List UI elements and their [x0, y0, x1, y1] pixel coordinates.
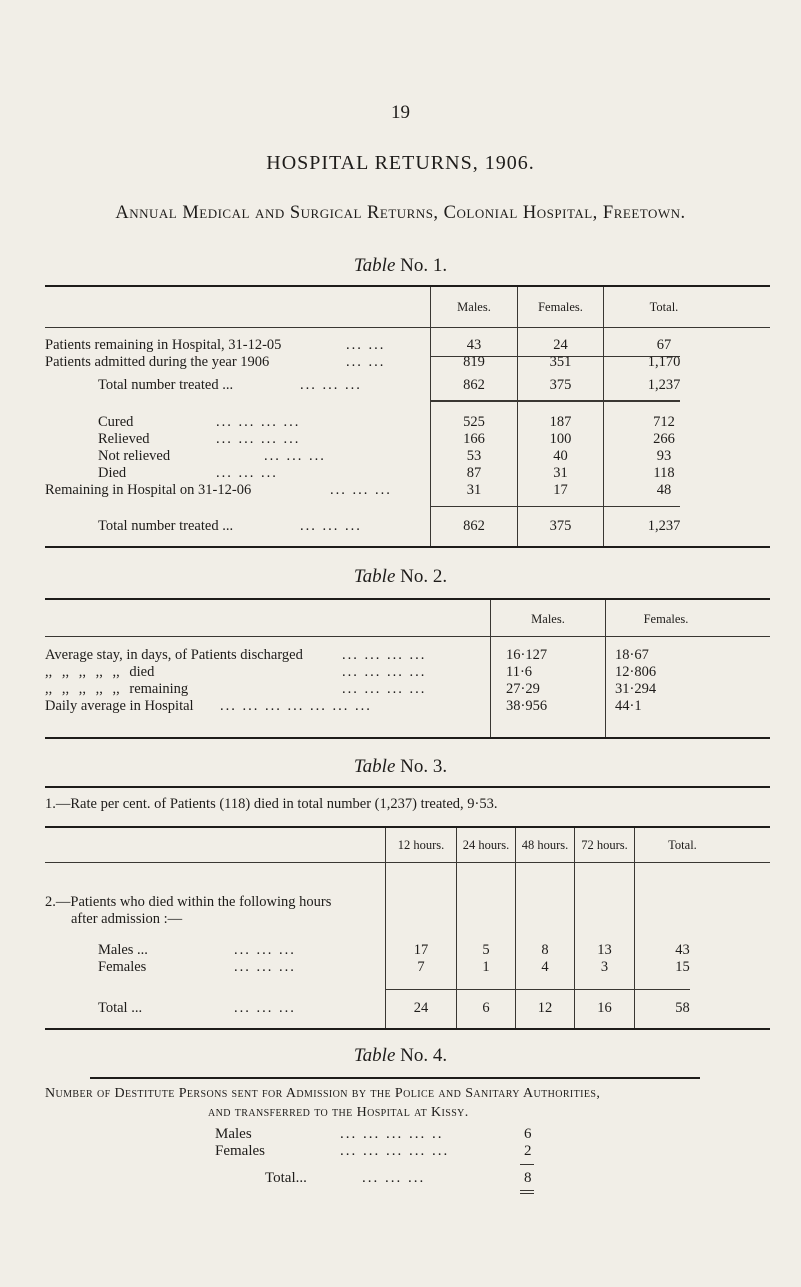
page-title: HOSPITAL RETURNS, 1906.	[266, 152, 535, 174]
table1-row-leader: ... ... ...	[300, 518, 362, 534]
table1-header-females: Females.	[538, 300, 583, 314]
table2-row-leader: ... ... ... ...	[342, 664, 427, 680]
table1-cell: 1,170	[647, 354, 681, 370]
table3-cell: 13	[597, 942, 612, 958]
table2-cell: 31·294	[615, 681, 657, 697]
table1-cell: 118	[653, 465, 675, 481]
table3-cell: 3	[600, 959, 609, 975]
table1-cell: 93	[656, 448, 672, 464]
table3-cell: 17	[413, 942, 429, 958]
table1-row-leader: ... ... ... ...	[216, 414, 301, 430]
table3-col-divider	[515, 828, 516, 1028]
table4-row-label: Females	[215, 1143, 265, 1159]
table1-header-total: Total.	[649, 300, 679, 314]
table2-row-label: ,, ,, ,, ,, ,, remaining	[45, 681, 189, 697]
table2-bottom-rule	[45, 737, 770, 739]
table4-caption-number: No. 4.	[400, 1045, 448, 1066]
table2-caption-number: No. 2.	[400, 566, 448, 587]
table3-header-rule	[45, 862, 770, 863]
table3-col-divider	[634, 828, 635, 1028]
table2-header-rule	[45, 636, 770, 637]
table1-row-label: Patients remaining in Hospital, 31-12-05	[45, 337, 282, 353]
table1-row-leader: ... ... ...	[300, 377, 362, 393]
table4-total-leader: ... ... ...	[362, 1170, 426, 1186]
table1-row-label: Cured	[98, 414, 134, 430]
table2-row-label: Average stay, in days, of Patients discharged	[45, 647, 303, 663]
table3-header-total: Total.	[668, 838, 697, 852]
table3-col-divider	[456, 828, 457, 1028]
table1-cell: 100	[549, 431, 572, 447]
table3-cell: 8	[541, 942, 549, 958]
table4-double-rule	[520, 1190, 534, 1191]
table1-row-label: Total number treated ...	[98, 377, 234, 393]
table3-cell: 16	[597, 1000, 612, 1016]
table4-cell: 6	[524, 1126, 532, 1142]
table2-header-females: Females.	[643, 612, 689, 626]
table3-col-divider	[574, 828, 575, 1028]
table4-total-label: Total...	[265, 1170, 307, 1186]
table4-heading: and transferred to the Hospital at Kissy.	[208, 1105, 469, 1120]
table2-header-males: Males.	[531, 612, 565, 626]
table1-cell: 862	[463, 518, 485, 534]
table1-cell: 1,237	[647, 377, 681, 393]
table2-row-leader: ... ... ... ...	[342, 647, 427, 663]
table3-col-divider	[385, 828, 386, 1028]
table4-caption	[0, 1045, 801, 1067]
table1-caption-word: Table	[353, 255, 396, 276]
table2-cell: 16·127	[506, 647, 548, 663]
table1-cell: 43	[466, 337, 482, 353]
table4-heading: Number of Destitute Persons sent for Admission by the Police and Sanitary Authorities,	[45, 1086, 601, 1101]
table3-caption-rule	[45, 786, 770, 788]
table3-cell: 4	[541, 959, 549, 975]
table3-header-12h: 12 hours.	[397, 838, 445, 852]
table1-cell: 17	[553, 482, 568, 498]
table1-row-label: Remaining in Hospital on 31-12-06	[45, 482, 252, 498]
table1-caption-number: No. 1.	[400, 255, 448, 276]
table1-cell: 31	[466, 482, 482, 498]
table4-cell: 2	[524, 1143, 532, 1159]
table1-row-leader: ... ...	[346, 354, 386, 370]
table1-cell: 351	[549, 354, 572, 370]
table1-cell: 819	[463, 354, 485, 370]
table2-cell: 27·29	[506, 681, 540, 697]
table1-bottom-rule	[45, 546, 770, 548]
table4-caption-word: Table	[353, 1045, 396, 1066]
table1-row-label: Total number treated ...	[98, 518, 234, 534]
table3-rate-line: 1.—Rate per cent. of Patients (118) died in total number (1,237) treated, 9·53.	[45, 796, 498, 812]
table1-cell: 166	[463, 431, 485, 447]
table1-header-males: Males.	[457, 300, 491, 314]
table2-cell: 44·1	[615, 698, 642, 714]
table2-cell: 11·6	[506, 664, 533, 680]
table3-cell: 5	[482, 942, 490, 958]
table2-row-label: ,, ,, ,, ,, ,, died	[45, 664, 155, 680]
table1-cell: 87	[466, 465, 482, 481]
table2-caption-word: Table	[353, 566, 396, 587]
table3-header-24h: 24 hours.	[462, 838, 510, 852]
table2-caption	[0, 566, 801, 588]
table1-sum-rule	[430, 506, 680, 507]
table2-row-leader: ... ... ... ... ... ... ...	[220, 698, 372, 714]
table3-row-leader: ... ... ...	[234, 942, 296, 958]
table1-cell: 375	[549, 377, 572, 393]
table3-row-label: Total ...	[98, 1000, 143, 1016]
table1-cell: 67	[656, 337, 672, 353]
table2-cell: 18·67	[615, 647, 649, 663]
table1-row-leader: ... ... ...	[216, 465, 278, 481]
table3-row-label: Males ...	[98, 942, 148, 958]
table1-sum-rule	[430, 400, 680, 402]
table3-cell: 15	[675, 959, 690, 975]
table3-section-heading: after admission :—	[71, 911, 183, 927]
table1-row-leader: ... ... ... ...	[216, 431, 301, 447]
table3-row-label: Females	[98, 959, 147, 975]
table2-cell: 38·956	[506, 698, 548, 714]
table3-cell: 7	[417, 959, 425, 975]
table1-caption	[0, 255, 801, 277]
table1-cell: 862	[463, 377, 485, 393]
table4-row-leader: ... ... ... ... ...	[340, 1143, 450, 1159]
table4-double-rule	[520, 1193, 534, 1194]
table1-row-leader: ... ...	[346, 337, 386, 353]
table1-top-rule	[45, 285, 770, 287]
table1-row-label: Died	[98, 465, 127, 481]
table3-top-rule	[45, 826, 770, 828]
table4-row-leader: ... ... ... ... ..	[340, 1126, 444, 1142]
table3-cell: 58	[675, 1000, 690, 1016]
table3-bottom-rule	[45, 1028, 770, 1030]
page-subtitle: Annual Medical and Surgical Returns, Colonial Hospital, Freetown.	[115, 203, 686, 223]
table3-cell: 12	[537, 1000, 553, 1016]
table1-cell: 266	[653, 431, 675, 447]
table1-cell: 48	[656, 482, 672, 498]
table1-row-leader: ... ... ...	[330, 482, 392, 498]
table1-row-label: Not relieved	[98, 448, 171, 464]
table1-cell: 31	[553, 465, 568, 481]
table1-cell: 187	[549, 414, 572, 430]
table1-row-label: Patients admitted during the year 1906	[45, 354, 270, 370]
table2-cell: 12·806	[615, 664, 657, 680]
table4-total-value: 8	[524, 1170, 532, 1186]
table4-sum-rule	[520, 1164, 534, 1165]
table2-top-rule	[45, 598, 770, 600]
table1-cell: 40	[553, 448, 568, 464]
table3-caption	[0, 756, 801, 778]
table1-cell: 712	[653, 414, 675, 430]
table3-cell: 43	[675, 942, 690, 958]
table4-row-label: Males	[215, 1126, 252, 1142]
table1-cell: 53	[466, 448, 482, 464]
table3-row-leader: ... ... ...	[234, 1000, 296, 1016]
table3-section-heading: 2.—Patients who died within the following hours	[45, 894, 332, 910]
table1-row-leader: ... ... ...	[264, 448, 326, 464]
table1-cell: 525	[463, 414, 485, 430]
table3-cell: 6	[482, 1000, 490, 1016]
table3-cell: 24	[413, 1000, 429, 1016]
table3-cell: 1	[482, 959, 490, 975]
table3-header-48h: 48 hours.	[521, 838, 569, 852]
table3-header-72h: 72 hours.	[581, 838, 628, 852]
table1-row-label: Relieved	[98, 431, 150, 447]
table1-header-rule	[45, 327, 770, 328]
table1-cell: 375	[549, 518, 572, 534]
table2-row-label: Daily average in Hospital	[45, 698, 194, 714]
table1-cell: 1,237	[647, 518, 681, 534]
page-number: 19	[391, 102, 410, 123]
table1-cell: 24	[553, 337, 568, 353]
table2-row-leader: ... ... ... ...	[342, 681, 427, 697]
table3-sum-rule	[385, 989, 690, 990]
table3-row-leader: ... ... ...	[234, 959, 296, 975]
table4-caption-rule	[90, 1077, 700, 1079]
table3-caption-number: No. 3.	[400, 756, 448, 777]
table3-caption-word: Table	[353, 756, 396, 777]
